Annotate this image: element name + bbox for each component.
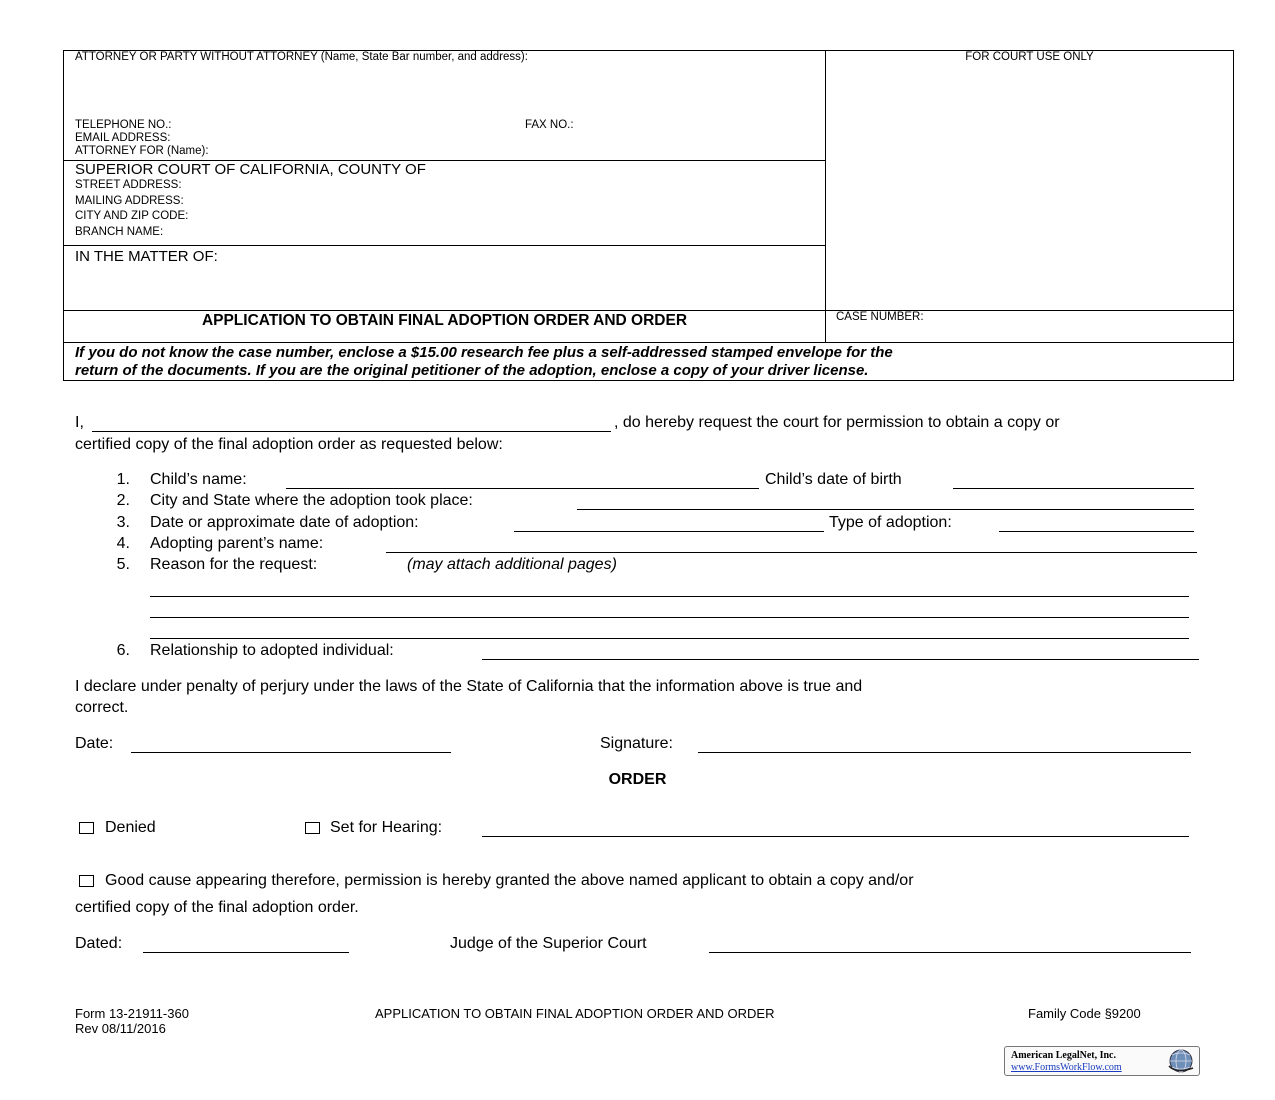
applicant-name-field[interactable] [92,431,611,432]
denied-checkbox[interactable] [79,822,94,834]
matter-label: IN THE MATTER OF: [75,248,218,265]
globe-icon [1166,1048,1196,1074]
family-code: Family Code §9200 [1028,1006,1141,1021]
footer-title: APPLICATION TO OBTAIN FINAL ADOPTION ORDER AND ORDER [375,1006,775,1021]
street-address-label: STREET ADDRESS: [75,179,182,191]
declaration-line-2: correct. [75,699,129,716]
mailing-address-label: MAILING ADDRESS: [75,195,184,207]
dated-label: Dated: [75,935,123,952]
judge-label: Judge of the Superior Court [450,935,647,952]
branch-name-label: BRANCH NAME: [75,226,164,238]
email-label: EMAIL ADDRESS: [75,132,171,144]
reason-field-line[interactable] [150,617,1189,618]
adoption-place-field[interactable] [577,509,1194,510]
adoption-date-label: Date or approximate date of adoption: [150,514,419,531]
adopting-parent-field[interactable] [386,552,1197,553]
city-zip-label: CITY AND ZIP CODE: [75,210,189,222]
reason-note: (may attach additional pages) [407,556,617,573]
court-use-label: FOR COURT USE ONLY [965,51,1094,63]
form-number: Form 13-21911-360 [75,1006,189,1021]
item-number: 2. [116,492,130,509]
granted-checkbox[interactable] [79,875,94,887]
judge-signature-field[interactable] [709,952,1191,953]
child-dob-field[interactable] [953,488,1194,489]
adopting-parent-label: Adopting parent’s name: [150,535,324,552]
date-field[interactable] [131,752,451,753]
case-number-label: CASE NUMBER: [836,311,924,323]
notice-line-1: If you do not know the case number, enclose a $15.00 research fee plus a self-addressed stamped envelope for the [75,344,893,361]
order-heading: ORDER [608,771,667,788]
attorney-label: ATTORNEY OR PARTY WITHOUT ATTORNEY (Name, State Bar number, and address): [75,51,528,63]
form-revision: Rev 08/11/2016 [75,1021,166,1036]
signature-label: Signature: [600,735,673,752]
reason-field-line[interactable] [150,638,1189,639]
child-dob-label: Child’s date of birth [765,471,902,488]
item-number: 1. [116,471,130,488]
declaration-line-1: I declare under penalty of perjury under the laws of the State of California that the information above is true and [75,678,863,695]
hearing-field[interactable] [482,836,1189,837]
denied-label: Denied [105,819,156,836]
relationship-label: Relationship to adopted individual: [150,642,394,659]
date-label: Date: [75,735,114,752]
intro-prefix: I, [75,414,84,431]
telephone-label: TELEPHONE NO.: [75,119,172,131]
logo-company: American LegalNet, Inc. [1011,1050,1116,1061]
hearing-label: Set for Hearing: [330,819,443,836]
signature-field[interactable] [698,752,1191,753]
court-use-box [825,50,1234,311]
legalnet-logo[interactable] [1004,1046,1200,1076]
attorney-for-label: ATTORNEY FOR (Name): [75,145,209,157]
intro-line-2: certified copy of the final adoption order as requested below: [75,436,503,453]
item-number: 3. [116,514,130,531]
childs-name-field[interactable] [286,488,759,489]
granted-line-2: certified copy of the final adoption order. [75,899,359,916]
notice-line-2: return of the documents. If you are the original petitioner of the adoption, enclose a copy of your driver license. [75,362,869,379]
relationship-field[interactable] [482,659,1199,660]
reason-field-line[interactable] [150,596,1189,597]
childs-name-label: Child’s name: [150,471,247,488]
logo-url[interactable]: www.FormsWorkFlow.com [1011,1062,1122,1073]
adoption-type-field[interactable] [999,531,1194,532]
hearing-checkbox[interactable] [305,822,320,834]
form-title: APPLICATION TO OBTAIN FINAL ADOPTION ORDER AND ORDER [201,312,688,329]
intro-suffix: , do hereby request the court for permission to obtain a copy or [614,414,1060,431]
court-name: SUPERIOR COURT OF CALIFORNIA, COUNTY OF [75,161,426,178]
reason-label: Reason for the request: [150,556,318,573]
item-number: 4. [116,535,130,552]
item-number: 6. [116,642,130,659]
fax-label: FAX NO.: [525,119,574,131]
dated-field[interactable] [143,952,349,953]
item-number: 5. [116,556,130,573]
adoption-date-field[interactable] [514,531,824,532]
granted-line-1: Good cause appearing therefore, permission is hereby granted the above named applicant to obtain a copy and/or [105,872,914,889]
adoption-type-label: Type of adoption: [829,514,952,531]
adoption-place-label: City and State where the adoption took place: [150,492,473,509]
